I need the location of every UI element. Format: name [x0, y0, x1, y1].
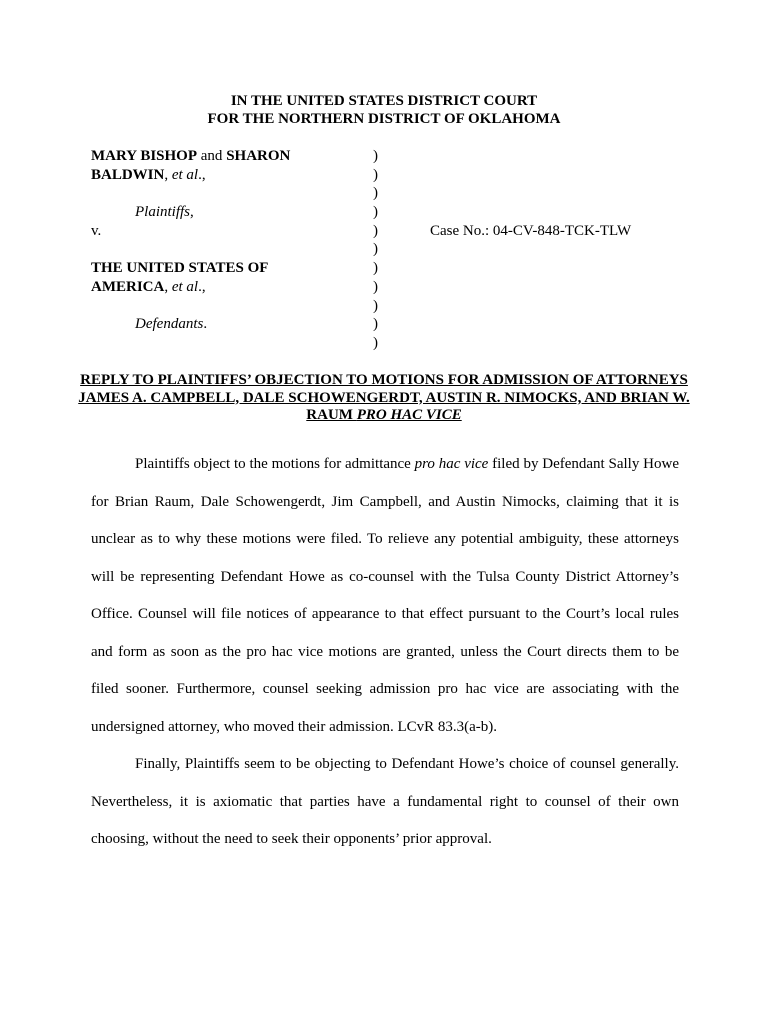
document-title-italic: PRO HAC VICE	[356, 407, 462, 423]
caption-paren: )	[373, 260, 378, 277]
case-number: Case No.: 04-CV-848-TCK-TLW	[430, 223, 632, 239]
court-district-line: FOR THE NORTHERN DISTRICT OF OKLAHOMA	[207, 111, 561, 127]
document-title	[70, 372, 698, 425]
blank-line	[91, 184, 361, 203]
defendant-etal-end: .,	[198, 278, 206, 295]
court-name-line: IN THE UNITED STATES DISTRICT COURT	[230, 93, 538, 109]
plaintiff-name-1: MARY BISHOP	[91, 148, 198, 164]
plaintiffs-line-2	[91, 166, 361, 185]
defendant-et-al: et al	[171, 278, 199, 295]
defendants-label-end: .	[203, 316, 208, 333]
defendants-line-1	[91, 259, 361, 278]
paragraph-1-start: Plaintiffs object to the motions for admittance	[135, 456, 415, 472]
case-caption-parties	[91, 147, 361, 334]
paragraph-1-rest: filed by Defendant Sally Howe for Brian Raum, Dale Schowengerdt, Jim Campbell, and Austin Nimocks, claiming that it is unclear as to why these motions were filed. To relieve any potential ambiguity, these attorneys will be representing Defendant Howe as co-counsel with the Tulsa County District Attorney’s Office. Counsel will file notices of appearance to that effect pursuant to the Court’s local rules and form as soon as the pro hac vice motions are granted, unless the Court directs them to be filed sooner. Furthermore, counsel seeking admission pro hac vice are associating with the undersigned attorney, who moved their admission. LCvR 83.3(a-b).	[91, 456, 679, 735]
defendants-label: Defendants	[135, 316, 204, 333]
caption-paren: )	[373, 166, 378, 183]
document-body	[91, 446, 679, 859]
caption-paren: )	[373, 185, 378, 202]
plaintiffs-label-end: ,	[190, 204, 194, 221]
plaintiff-et-al: et al	[171, 166, 199, 183]
caption-paren: )	[373, 222, 378, 239]
body-paragraph-2: Finally, Plaintiffs seem to be objecting to Defendant Howe’s choice of counsel generally. Nevertheless, it is axiomatic that parties have a fundamental right to counsel of their own choosing, without the need to seek their opponents’ prior approval.	[91, 756, 679, 847]
caption-parenthesis-column	[373, 147, 378, 353]
plaintiff-name-2a: SHARON	[226, 148, 291, 164]
defendant-name-1: THE UNITED STATES OF	[91, 260, 269, 277]
defendants-label-line	[91, 315, 361, 334]
plaintiffs-label-line	[91, 203, 361, 222]
plaintiffs-label: Plaintiffs	[135, 204, 191, 221]
body-paragraph-1	[91, 446, 679, 746]
plaintiff-name-2b: BALDWIN	[91, 166, 165, 183]
caption-paren: )	[373, 241, 378, 258]
caption-paren: )	[373, 148, 378, 164]
plaintiff-comma: ,	[164, 166, 172, 183]
caption-paren: )	[373, 334, 378, 351]
document-title-main: REPLY TO PLAINTIFFS’ OBJECTION TO MOTIONS FOR ADMISSION OF ATTORNEYS JAMES A. CAMPBELL, DALE SCHOWENGERDT, AUSTIN R. NIMOCKS, AND BRIAN W. RAUM	[78, 372, 690, 423]
blank-line	[91, 240, 361, 259]
paragraph-1-italic: pro hac vice	[414, 456, 489, 472]
caption-paren: )	[373, 204, 378, 221]
court-header	[0, 92, 768, 128]
caption-paren: )	[373, 316, 378, 333]
blank-line	[91, 297, 361, 316]
defendant-comma: ,	[164, 278, 172, 295]
plaintiffs-line-1	[91, 147, 361, 166]
and-word: and	[197, 148, 227, 164]
versus: v.	[91, 222, 102, 239]
defendant-name-2: AMERICA	[91, 278, 165, 295]
plaintiff-etal-end: .,	[198, 166, 206, 183]
caption-paren: )	[373, 297, 378, 314]
defendants-line-2	[91, 278, 361, 297]
caption-paren: )	[373, 278, 378, 295]
